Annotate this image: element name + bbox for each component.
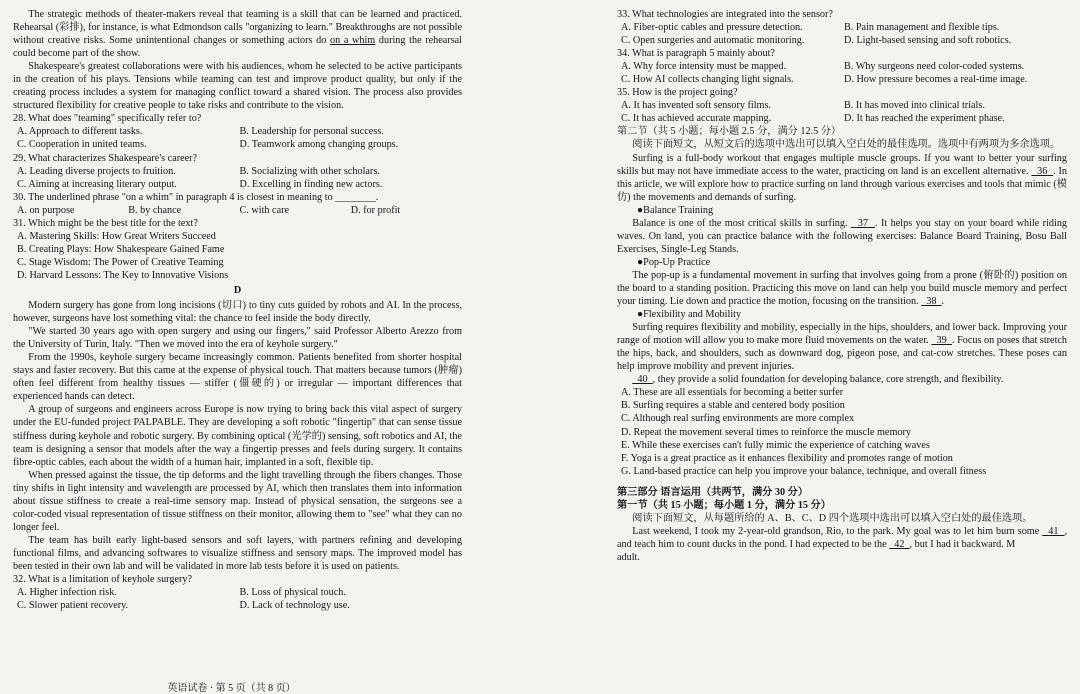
passage-d-paragraph: When pressed against the tissue, the tip deforms and the light travelling through the fibers changes. Those tiny shifts in light intensity and wavelength are processed by AI, which then translates them into information about tissue stiffness to create a real-time sensory map. Instead of physical sensation, the surgeons see a color-coded visual representation of tissue stiffness on their monitor, allowing them to "see" what they can no longer feel. bbox=[13, 469, 462, 533]
option: A. Higher infection risk. bbox=[17, 587, 117, 599]
watermark-blur bbox=[617, 664, 1077, 692]
choice-list bbox=[621, 386, 1067, 477]
option: A. Why force intensity must be mapped. bbox=[621, 61, 787, 73]
question-stem: 34. What is paragraph 5 mainly about? bbox=[617, 48, 775, 60]
blank-41: 41 bbox=[1048, 525, 1059, 537]
question-stem: 28. What does "teaming" specifically refer to? bbox=[13, 113, 202, 125]
cloze-paragraph: Last weekend, I took my 2-year-old grandson, Rio, to the park. My goal was to let him burn some 41 , and teach him to count ducks in the pond. I had expected to be the 42 , but I had it backward. M bbox=[617, 525, 1068, 550]
surfing-paragraph: Surfing is a full-body workout that engages multiple muscle groups. If you want to better your surfing skills but may not have immediate access to the water, practicing on land is an excellent alternative. 36 . In this article, we will explore how to practice surfing on land through various exercises and tools that mimic (模仿) the movements and demands of surfing. bbox=[617, 152, 1068, 203]
option: B. by chance bbox=[128, 204, 182, 216]
option: D. Teamwork among changing groups. bbox=[239, 139, 399, 151]
option: C. with care bbox=[239, 204, 290, 216]
option: A. Mastering Skills: How Great Writers Succeed bbox=[17, 230, 216, 242]
blank-37: 37 bbox=[857, 217, 869, 229]
option: C. Stage Wisdom: The Power of Creative Teaming bbox=[17, 256, 224, 268]
part-3-title: 第三部分 语言运用（共两节，满分 30 分） bbox=[617, 486, 809, 498]
page-footer: 英语试卷 · 第 5 页（共 8 页） bbox=[167, 683, 296, 694]
question-28 bbox=[13, 112, 462, 151]
blank-39: 39 bbox=[936, 335, 947, 347]
option: B. Why surgeons need color-coded systems. bbox=[844, 61, 1025, 73]
passage-c-paragraph: Shakespeare's greatest collaborations were with his audiences, whom he selected to be active participants in the creation of his plays. Tensions while teaming can test and improve product quality, but only if the creating process includes a system for managing conflict toward a shared vision. The process also provides structured flexibility for creative people to take risks and contribute to the vision. bbox=[13, 61, 462, 112]
heading-balance: ●Balance Training bbox=[637, 204, 714, 216]
surfing-paragraph: The pop-up is a fundamental movement in surfing that involves going from a prone (俯卧的) position on the board to a standing position. Practicing this move on land can help you build muscle memory and perfect your timing. Lie down and practice the motion, focusing on the transition. 38 . bbox=[617, 269, 1067, 308]
option: B. Creating Plays: How Shakespeare Gained Fame bbox=[17, 243, 225, 255]
choice: D. Repeat the movement several times to reinforce the muscle memory bbox=[621, 426, 911, 438]
option: D. for profit bbox=[350, 204, 401, 216]
option: C. Aiming at increasing literary output. bbox=[17, 178, 177, 190]
question-stem: 31. Which might be the best title for the text? bbox=[13, 217, 198, 229]
question-34 bbox=[617, 47, 1067, 86]
surfing-paragraph: Surfing requires flexibility and mobility, especially in the hips, shoulders, and lower back. Improving your range of motion will allow you to make more fluid movements on the water. 39 . Focus on poses that stretch the hips, back, and shoulders, such as downward dog, pigeon pose, and cat-cow stretches. These poses can help improve mobility and prevent injuries. bbox=[617, 322, 1068, 373]
cloze-tail: adult. bbox=[617, 551, 640, 563]
question-stem: 35. How is the project going? bbox=[617, 87, 738, 99]
option: A. on purpose bbox=[17, 204, 75, 216]
section-d-heading: D bbox=[233, 284, 242, 296]
question-stem: 32. What is a limitation of keyhole surgery? bbox=[13, 574, 192, 586]
section-2-title: 第二节（共 5 小题；每小题 2.5 分，满分 12.5 分） bbox=[617, 126, 842, 138]
surfing-paragraph: Balance is one of the most critical skills in surfing. 37 . It helps you stay on your board while riding waves. On land, you can practice balance with the following exercises: Balance Board Training, Bosu Ball Exercises, Single-Leg Stands. bbox=[617, 217, 1068, 255]
option: D. Harvard Lessons: The Key to Innovative Visions bbox=[17, 269, 229, 281]
blank-36: 36 bbox=[1037, 165, 1048, 177]
question-35 bbox=[617, 86, 1067, 125]
heading-popup: ●Pop-Up Practice bbox=[637, 256, 711, 268]
option: B. Loss of physical touch. bbox=[239, 587, 346, 599]
passage-d-paragraph: Modern surgery has gone from long incisions (切口) to tiny cuts guided by robots and AI. In the process, however, surgeons have lost something vital: the chance to feel inside the body directly. bbox=[13, 300, 462, 325]
passage-d-paragraph: The team has built early light-based sensors and soft layers, with partners refining and developing functional films, and advancing softwares to visualize stiffness and sensory maps. The improved model has been tested in their own lab and will be validated in more lab tests before it is used on patients. bbox=[13, 534, 462, 572]
option: B. Leadership for personal success. bbox=[239, 126, 384, 138]
option: B. Socializing with other scholars. bbox=[239, 165, 380, 177]
option: D. Light-based sensing and soft robotics. bbox=[844, 35, 1012, 47]
option: C. Cooperation in united teams. bbox=[17, 139, 147, 151]
section-1-title: 第一节（共 15 小题；每小题 1 分，满分 15 分） bbox=[617, 499, 831, 511]
passage-d-paragraph: From the 1990s, keyhole surgery became increasingly common. Patients benefited from shorter hospital stays and faster recovery. But this came at the expense of physical touch. That matters because tumors (肿瘤) often feel different from healthy tissues — stiffer (僵硬的) or irregular — important differences that experienced hands can detect. bbox=[13, 352, 462, 403]
question-33 bbox=[617, 8, 1067, 47]
option: D. Lack of technology use. bbox=[239, 600, 350, 612]
option: A. Fiber-optic cables and pressure detection. bbox=[621, 22, 803, 34]
left-column bbox=[13, 8, 462, 612]
question-stem: 29. What characterizes Shakespeare's career? bbox=[13, 152, 198, 164]
choice: G. Land-based practice can help you improve your balance, technique, and overall fitness bbox=[621, 465, 987, 477]
option: A. Approach to different tasks. bbox=[17, 126, 143, 138]
choice: E. While these exercises can't fully mimic the experience of catching waves bbox=[621, 439, 930, 451]
option: C. How AI collects changing light signals. bbox=[621, 74, 794, 86]
blank-42: 42 bbox=[894, 538, 905, 550]
option: D. Excelling in finding new actors. bbox=[239, 178, 383, 190]
section-2-instructions: 阅读下面短文，从短文后的选项中选出可以填入空白处的最佳选项。选项中有两项为多余选项。 bbox=[632, 139, 1061, 151]
blank-38: 38 bbox=[926, 296, 937, 308]
question-stem: 33. What technologies are integrated into the sensor? bbox=[617, 9, 833, 20]
heading-flexibility: ●Flexibility and Mobility bbox=[637, 309, 742, 321]
option: C. Open surgeries and automatic monitoring. bbox=[621, 35, 805, 47]
choice: A. These are all essentials for becoming a better surfer bbox=[621, 387, 844, 399]
section-1-instructions: 阅读下面短文，从每题所给的 A、B、C、D 四个选项中选出可以填入空白处的最佳选项。 bbox=[632, 512, 1033, 524]
choice: F. Yoga is a great practice as it enhances flexibility and promotes range of motion bbox=[621, 452, 953, 464]
option: B. Pain management and flexible tips. bbox=[844, 22, 1000, 34]
option: D. How pressure becomes a real-time image. bbox=[844, 74, 1028, 86]
choice: B. Surfing requires a stable and centered body position bbox=[621, 400, 845, 412]
underlined-phrase: on a whim bbox=[329, 35, 376, 47]
question-30 bbox=[13, 191, 462, 217]
option: A. Leading diverse projects to fruition. bbox=[17, 165, 176, 177]
option: C. Slower patient recovery. bbox=[17, 600, 129, 612]
passage-c-paragraph: The strategic methods of theater-makers reveal that teaming is a skill that can be learned and practiced. Rehearsal (彩排), for instance, is what Edmondson calls "organizing to learn." Breakthroughs are not possible without creative risks. Some unintentional changes or something actors do on a whim during the rehearsal could become part of the show. bbox=[13, 9, 463, 60]
passage-d-paragraph: "We started 30 years ago with open surgery and using our fingers," said Professor Alberto Arezzo from the University of Turin, Italy. "Then we moved into the era of keyhole surgery." bbox=[13, 326, 462, 351]
option: A. It has invented soft sensory films. bbox=[621, 100, 771, 112]
question-32 bbox=[13, 573, 462, 612]
option: C. It has achieved accurate mapping. bbox=[621, 113, 772, 125]
question-stem: 30. The underlined phrase "on a whim" in paragraph 4 is closest in meaning to ________. bbox=[13, 191, 379, 203]
surfing-paragraph: 40 , they provide a solid foundation for developing balance, core strength, and flexibility. bbox=[617, 373, 1067, 386]
question-29 bbox=[13, 152, 462, 191]
option: D. It has reached the experiment phase. bbox=[844, 113, 1005, 125]
blank-40: 40 bbox=[637, 374, 648, 386]
passage-d-paragraph: A group of surgeons and engineers across Europe is now trying to bring back this vital aspect of surgery under the EU-funded project PALPABLE. They are developing a soft robotic "fingertip" that can sense tissue stiffness during keyhole and robotic surgery. By combining optical (光学的) sensing, soft robotics and AI, the team is designing a sensor that models after the way a fingertip presses and feels during surgery. It contains fibre-optic cables, each about the width of a human hair, implanted in a soft, flexible tip. bbox=[13, 404, 462, 468]
right-column bbox=[617, 8, 1067, 564]
option: B. It has moved into clinical trials. bbox=[844, 100, 985, 112]
question-31 bbox=[13, 217, 462, 282]
choice: C. Although real surfing environments are more complex bbox=[621, 413, 855, 425]
